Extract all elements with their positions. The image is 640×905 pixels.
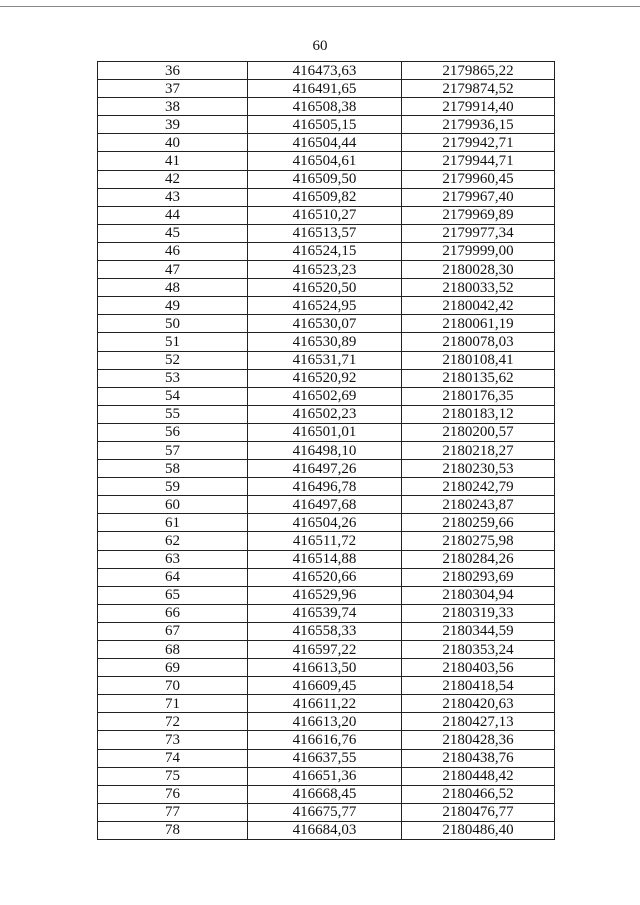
point-number-cell: 47 <box>98 261 248 279</box>
point-number-cell: 56 <box>98 423 248 441</box>
top-rule <box>0 6 640 7</box>
point-number-cell: 52 <box>98 351 248 369</box>
x-coordinate-cell: 416520,66 <box>248 568 402 586</box>
table-row <box>98 514 555 532</box>
x-coordinate-cell: 416514,88 <box>248 550 402 568</box>
x-coordinate-cell: 416509,50 <box>248 170 402 188</box>
point-number-cell: 50 <box>98 315 248 333</box>
y-coordinate-cell: 2179967,40 <box>402 188 555 206</box>
x-coordinate-cell: 416609,45 <box>248 677 402 695</box>
x-coordinate-cell: 416637,55 <box>248 749 402 767</box>
y-coordinate-cell: 2180466,52 <box>402 785 555 803</box>
table-row <box>98 98 555 116</box>
point-number-cell: 36 <box>98 62 248 80</box>
table-row <box>98 188 555 206</box>
y-coordinate-cell: 2180319,33 <box>402 604 555 622</box>
y-coordinate-cell: 2179969,89 <box>402 206 555 224</box>
table-row <box>98 568 555 586</box>
page-number: 60 <box>312 38 328 54</box>
point-number-cell: 66 <box>98 604 248 622</box>
x-coordinate-cell: 416504,61 <box>248 152 402 170</box>
x-coordinate-cell: 416491,65 <box>248 80 402 98</box>
y-coordinate-cell: 2180028,30 <box>402 261 555 279</box>
table-row <box>98 206 555 224</box>
point-number-cell: 62 <box>98 532 248 550</box>
point-number-cell: 75 <box>98 767 248 785</box>
point-number-cell: 76 <box>98 785 248 803</box>
y-coordinate-cell: 2179914,40 <box>402 98 555 116</box>
x-coordinate-cell: 416668,45 <box>248 785 402 803</box>
x-coordinate-cell: 416510,27 <box>248 206 402 224</box>
table-row <box>98 242 555 260</box>
x-coordinate-cell: 416502,23 <box>248 405 402 423</box>
y-coordinate-cell: 2180344,59 <box>402 622 555 640</box>
x-coordinate-cell: 416531,71 <box>248 351 402 369</box>
table-row <box>98 641 555 659</box>
point-number-cell: 41 <box>98 152 248 170</box>
y-coordinate-cell: 2179942,71 <box>402 134 555 152</box>
x-coordinate-cell: 416539,74 <box>248 604 402 622</box>
x-coordinate-cell: 416504,44 <box>248 134 402 152</box>
y-coordinate-cell: 2180200,57 <box>402 423 555 441</box>
point-number-cell: 53 <box>98 369 248 387</box>
table-row <box>98 478 555 496</box>
table-row <box>98 315 555 333</box>
y-coordinate-cell: 2180033,52 <box>402 279 555 297</box>
y-coordinate-cell: 2180183,12 <box>402 405 555 423</box>
x-coordinate-cell: 416520,92 <box>248 369 402 387</box>
table-row <box>98 224 555 242</box>
table-row <box>98 80 555 98</box>
y-coordinate-cell: 2180042,42 <box>402 297 555 315</box>
x-coordinate-cell: 416520,50 <box>248 279 402 297</box>
x-coordinate-cell: 416509,82 <box>248 188 402 206</box>
table-row <box>98 731 555 749</box>
table-row <box>98 677 555 695</box>
table-row <box>98 622 555 640</box>
x-coordinate-cell: 416530,07 <box>248 315 402 333</box>
x-coordinate-cell: 416616,76 <box>248 731 402 749</box>
x-coordinate-cell: 416675,77 <box>248 803 402 821</box>
x-coordinate-cell: 416497,26 <box>248 460 402 478</box>
point-number-cell: 57 <box>98 441 248 459</box>
x-coordinate-cell: 416508,38 <box>248 98 402 116</box>
x-coordinate-cell: 416558,33 <box>248 622 402 640</box>
y-coordinate-cell: 2179944,71 <box>402 152 555 170</box>
y-coordinate-cell: 2179874,52 <box>402 80 555 98</box>
table-row <box>98 695 555 713</box>
x-coordinate-cell: 416523,23 <box>248 261 402 279</box>
point-number-cell: 44 <box>98 206 248 224</box>
y-coordinate-cell: 2180486,40 <box>402 821 555 839</box>
x-coordinate-cell: 416473,63 <box>248 62 402 80</box>
x-coordinate-cell: 416524,15 <box>248 242 402 260</box>
point-number-cell: 46 <box>98 242 248 260</box>
table-row <box>98 116 555 134</box>
y-coordinate-cell: 2180293,69 <box>402 568 555 586</box>
x-coordinate-cell: 416611,22 <box>248 695 402 713</box>
x-coordinate-cell: 416502,69 <box>248 387 402 405</box>
x-coordinate-cell: 416651,36 <box>248 767 402 785</box>
table-row <box>98 351 555 369</box>
point-number-cell: 55 <box>98 405 248 423</box>
point-number-cell: 69 <box>98 659 248 677</box>
y-coordinate-cell: 2180218,27 <box>402 441 555 459</box>
x-coordinate-cell: 416613,20 <box>248 713 402 731</box>
y-coordinate-cell: 2180230,53 <box>402 460 555 478</box>
y-coordinate-cell: 2180427,13 <box>402 713 555 731</box>
y-coordinate-cell: 2180061,19 <box>402 315 555 333</box>
point-number-cell: 49 <box>98 297 248 315</box>
point-number-cell: 74 <box>98 749 248 767</box>
table-row <box>98 441 555 459</box>
y-coordinate-cell: 2179999,00 <box>402 242 555 260</box>
y-coordinate-cell: 2179936,15 <box>402 116 555 134</box>
y-coordinate-cell: 2180428,36 <box>402 731 555 749</box>
point-number-cell: 70 <box>98 677 248 695</box>
table-row <box>98 532 555 550</box>
point-number-cell: 61 <box>98 514 248 532</box>
table-row <box>98 659 555 677</box>
table-row <box>98 279 555 297</box>
table-row <box>98 369 555 387</box>
point-number-cell: 40 <box>98 134 248 152</box>
point-number-cell: 37 <box>98 80 248 98</box>
coordinates-table-body <box>98 62 555 840</box>
y-coordinate-cell: 2180275,98 <box>402 532 555 550</box>
x-coordinate-cell: 416613,50 <box>248 659 402 677</box>
x-coordinate-cell: 416497,68 <box>248 496 402 514</box>
point-number-cell: 77 <box>98 803 248 821</box>
x-coordinate-cell: 416597,22 <box>248 641 402 659</box>
point-number-cell: 71 <box>98 695 248 713</box>
table-row <box>98 170 555 188</box>
table-row <box>98 713 555 731</box>
y-coordinate-cell: 2180420,63 <box>402 695 555 713</box>
x-coordinate-cell: 416496,78 <box>248 478 402 496</box>
table-row <box>98 785 555 803</box>
point-number-cell: 42 <box>98 170 248 188</box>
y-coordinate-cell: 2180403,56 <box>402 659 555 677</box>
point-number-cell: 45 <box>98 224 248 242</box>
y-coordinate-cell: 2179865,22 <box>402 62 555 80</box>
point-number-cell: 73 <box>98 731 248 749</box>
point-number-cell: 65 <box>98 586 248 604</box>
point-number-cell: 39 <box>98 116 248 134</box>
y-coordinate-cell: 2179977,34 <box>402 224 555 242</box>
y-coordinate-cell: 2180476,77 <box>402 803 555 821</box>
y-coordinate-cell: 2180448,42 <box>402 767 555 785</box>
x-coordinate-cell: 416684,03 <box>248 821 402 839</box>
point-number-cell: 48 <box>98 279 248 297</box>
table-row <box>98 749 555 767</box>
point-number-cell: 43 <box>98 188 248 206</box>
x-coordinate-cell: 416505,15 <box>248 116 402 134</box>
x-coordinate-cell: 416501,01 <box>248 423 402 441</box>
point-number-cell: 51 <box>98 333 248 351</box>
table-row <box>98 152 555 170</box>
y-coordinate-cell: 2179960,45 <box>402 170 555 188</box>
table-row <box>98 550 555 568</box>
table-row <box>98 387 555 405</box>
point-number-cell: 72 <box>98 713 248 731</box>
y-coordinate-cell: 2180304,94 <box>402 586 555 604</box>
table-row <box>98 261 555 279</box>
x-coordinate-cell: 416513,57 <box>248 224 402 242</box>
y-coordinate-cell: 2180108,41 <box>402 351 555 369</box>
y-coordinate-cell: 2180135,62 <box>402 369 555 387</box>
table-row <box>98 496 555 514</box>
table-row <box>98 62 555 80</box>
point-number-cell: 60 <box>98 496 248 514</box>
y-coordinate-cell: 2180242,79 <box>402 478 555 496</box>
x-coordinate-cell: 416530,89 <box>248 333 402 351</box>
table-row <box>98 297 555 315</box>
table-row <box>98 333 555 351</box>
table-row <box>98 803 555 821</box>
point-number-cell: 64 <box>98 568 248 586</box>
point-number-cell: 67 <box>98 622 248 640</box>
y-coordinate-cell: 2180259,66 <box>402 514 555 532</box>
point-number-cell: 58 <box>98 460 248 478</box>
y-coordinate-cell: 2180078,03 <box>402 333 555 351</box>
point-number-cell: 59 <box>98 478 248 496</box>
y-coordinate-cell: 2180243,87 <box>402 496 555 514</box>
point-number-cell: 54 <box>98 387 248 405</box>
point-number-cell: 38 <box>98 98 248 116</box>
coordinates-table <box>97 61 555 840</box>
x-coordinate-cell: 416529,96 <box>248 586 402 604</box>
y-coordinate-cell: 2180418,54 <box>402 677 555 695</box>
y-coordinate-cell: 2180353,24 <box>402 641 555 659</box>
y-coordinate-cell: 2180438,76 <box>402 749 555 767</box>
table-row <box>98 134 555 152</box>
y-coordinate-cell: 2180284,26 <box>402 550 555 568</box>
x-coordinate-cell: 416511,72 <box>248 532 402 550</box>
table-row <box>98 586 555 604</box>
x-coordinate-cell: 416504,26 <box>248 514 402 532</box>
table-row <box>98 405 555 423</box>
table-row <box>98 604 555 622</box>
x-coordinate-cell: 416524,95 <box>248 297 402 315</box>
table-row <box>98 423 555 441</box>
point-number-cell: 63 <box>98 550 248 568</box>
table-row <box>98 460 555 478</box>
point-number-cell: 78 <box>98 821 248 839</box>
x-coordinate-cell: 416498,10 <box>248 441 402 459</box>
point-number-cell: 68 <box>98 641 248 659</box>
table-row <box>98 821 555 839</box>
y-coordinate-cell: 2180176,35 <box>402 387 555 405</box>
table-row <box>98 767 555 785</box>
